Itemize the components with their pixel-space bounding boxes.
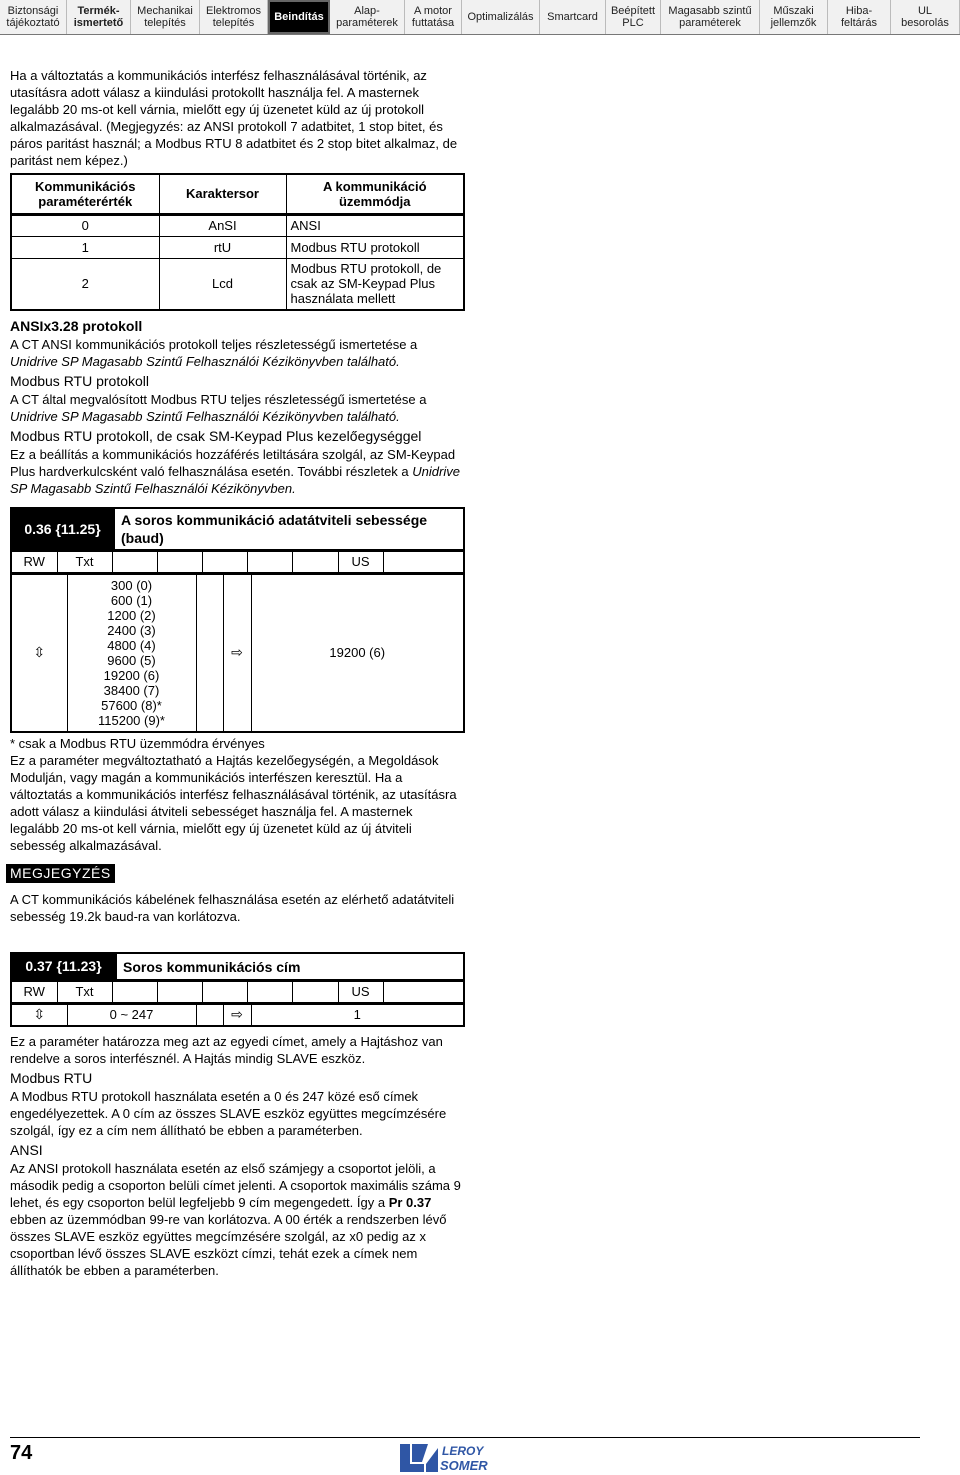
leroy-somer-logo	[398, 1440, 490, 1474]
section-heading: Modbus RTU protokoll	[10, 373, 150, 389]
section-text	[10, 391, 465, 425]
nav-tab[interactable]: Mechanikai telepítés	[131, 0, 200, 34]
nav-tab[interactable]: Biztonsági tájékoztató	[0, 0, 67, 34]
nav-tab[interactable]: Smartcard	[540, 0, 606, 34]
manual-reference: Unidrive SP Magasabb Szintű Felhasználói Kézikönyvben található.	[10, 354, 400, 369]
attribute-cell	[112, 552, 157, 573]
table-cell: 2	[11, 258, 159, 310]
range-option: 38400 (7)	[103, 682, 160, 698]
range-option: 600 (1)	[110, 592, 153, 608]
section-text: A Modbus RTU protokoll használata esetén a 0 és 247 közé eső címek engedélyezettek. A 0 cím az összes SLAVE eszköz együttes megcímzésére szolgál, így ez a cím nem állítható be ebben a paraméterben.	[10, 1089, 447, 1138]
nav-tab[interactable]: UL besorolás	[891, 0, 960, 34]
nav-tab[interactable]: Beépített PLC	[606, 0, 661, 34]
table-header-cell: Karaktersor	[159, 174, 286, 214]
attribute-cell: Txt	[57, 552, 112, 573]
param-0-37-range	[10, 1004, 465, 1028]
range-option: 2400 (3)	[107, 622, 156, 638]
nav-tab[interactable]: Optimalizálás	[462, 0, 540, 34]
right-arrow-icon: ⇨	[231, 1006, 243, 1023]
table-header-cell: Kommunikációs paraméterérték	[11, 174, 159, 214]
nav-tab[interactable]: Elektromos telepítés	[200, 0, 268, 34]
text-span: Ez a beállítás a kommunikációs hozzáférés letiltására szolgál, az SM-Keypad Plus hardverkulcsként való felhasználása esetén. További részletek a	[10, 447, 456, 479]
param-0-36-description: Ez a paraméter megváltoztatható a Hajtás kezelőegységén, a Megoldások Modulján, vagy magán a kommunikációs interfészen keresztül. Ha a változtatás a kommunikációs interfész felhasználásával történik, az utasításra adott válasz a kiindulási átviteli sebességet használja fel. A masternek legalább 20 ms-ot kell várnia, mielőtt egy új üzenetet küld az új átviteli sebesség alkalmazásával.	[10, 753, 457, 853]
table-cell: rtU	[159, 236, 286, 258]
table-cell: ANSI	[286, 214, 464, 236]
param-0-36-attributes	[10, 551, 465, 574]
range-row	[11, 574, 464, 732]
range-option: 115200 (9)*	[98, 712, 165, 728]
param-number: 0.36 {11.25}	[10, 507, 115, 551]
range-row	[11, 1004, 464, 1026]
attribute-cell	[247, 552, 292, 573]
table-cell: Lcd	[159, 258, 286, 310]
range-option: 4800 (4)	[107, 637, 156, 653]
range-option: 57600 (8)*	[101, 697, 162, 713]
range-option: 19200 (6)	[103, 667, 160, 683]
attribute-cell: US	[338, 552, 383, 573]
table-cell: 0	[11, 214, 159, 236]
range-option: 300 (0)	[110, 577, 153, 593]
footer-divider	[10, 1437, 920, 1438]
range-value: 0 ~ 247	[67, 1004, 196, 1026]
table-cell: Modbus RTU protokoll	[286, 236, 464, 258]
range-option: 9600 (5)	[107, 652, 156, 668]
attribute-cell: RW	[11, 552, 57, 573]
section-heading: Modbus RTU protokoll, de csak SM-Keypad Plus kezelőegységgel	[10, 428, 422, 444]
table-row	[11, 236, 464, 258]
nav-tab[interactable]: Alap- paraméterek	[330, 0, 405, 34]
section-heading: ANSI	[10, 1142, 43, 1158]
up-down-arrow-icon: ⇳	[33, 1006, 46, 1023]
table-row	[11, 214, 464, 236]
right-arrow-icon: ⇨	[231, 644, 243, 661]
manual-reference: Unidrive SP Magasabb Szintű Felhasználói Kézikönyvben.	[10, 464, 460, 496]
range-option: 1200 (2)	[107, 607, 156, 623]
nav-tab[interactable]: Beindítás	[268, 0, 330, 34]
table-header-cell: A kommunikáció üzemmódja	[286, 174, 464, 214]
attribute-cell: RW	[11, 982, 57, 1003]
top-navigation	[0, 0, 960, 35]
text-span: Az ANSI protokoll használata esetén az első számjegy a csoportot jelöli, a második pedig a csoporton belüli címet jelenti. A csoportok maximális száma 9 lehet, és egy csoporton belül legfeljebb 9 cím megengedett. Így a	[10, 1161, 461, 1210]
attribute-cell	[202, 552, 247, 573]
attribute-cell: US	[338, 982, 383, 1003]
footnote: * csak a Modbus RTU üzemmódra érvényes	[10, 736, 265, 751]
attribute-cell	[247, 982, 292, 1003]
intro-paragraph: Ha a változtatás a kommunikációs interfész felhasználásával történik, az utasításra adott válasz a kiindulási protokollt használja fel. A masternek legalább 20 ms-ot kell várnia, mielőtt egy új üzenetet küld az új protokoll alkalmazásával. (Megjegyzés: az ANSI protokoll 7 adatbitet, 1 stop bitet, és páros paritást használ; a Modbus RTU 8 adatbitet és 2 stop bitet alkalmaz, de paritást nem képez.)	[10, 68, 458, 168]
note-text: A CT kommunikációs kábelének felhasználása esetén az elérhető adatátviteli sebesség 19.2k baud-ra van korlátozva.	[10, 892, 455, 924]
text-span: ebben az üzemmódban 99-re van korlátozva. A 00 érték a rendszerben lévő összes SLAVE eszköz együttes megcímzésére szolgál, az x0 pedig az x csoportban lévő összes SLAVE eszközt címzi, tehát ezek a címek nem állíthatók be ebben a paraméterben.	[10, 1212, 447, 1278]
logo-line1: LEROY	[442, 1444, 484, 1458]
attribute-cell	[383, 552, 464, 573]
attribute-row	[11, 552, 464, 573]
section-text	[10, 336, 465, 370]
attribute-cell	[157, 552, 202, 573]
param-name: A soros kommunikáció adatátviteli sebessége (baud)	[115, 507, 465, 551]
attribute-cell	[202, 982, 247, 1003]
range-values	[67, 574, 196, 732]
default-icon	[223, 574, 251, 732]
attribute-cell: Txt	[57, 982, 112, 1003]
param-0-36-range	[10, 574, 465, 734]
attribute-cell	[383, 982, 464, 1003]
param-0-37-description: Ez a paraméter határozza meg azt az egyedi címet, amely a Hajtáshoz van rendelve a soros interfésznél. A Hajtás mindig SLAVE eszköz.	[10, 1034, 443, 1066]
attribute-cell	[292, 982, 338, 1003]
comm-modes-table	[10, 173, 465, 311]
attribute-cell	[292, 552, 338, 573]
logo-line2: SOMER	[440, 1458, 488, 1473]
spacer-cell	[196, 1004, 223, 1026]
table-row	[11, 258, 464, 310]
param-0-37-attributes	[10, 981, 465, 1004]
param-number: 0.37 {11.23}	[10, 952, 117, 981]
param-0-36-title	[10, 507, 465, 551]
note-label: MEGJEGYZÉS	[6, 864, 115, 883]
table-cell: 1	[11, 236, 159, 258]
range-icon	[11, 574, 67, 732]
default-icon	[223, 1004, 251, 1026]
nav-tab[interactable]: Magasabb szintű paraméterek	[661, 0, 760, 34]
default-value: 19200 (6)	[251, 574, 464, 732]
default-value: 1	[251, 1004, 464, 1026]
section-heading: ANSIx3.28 protokoll	[10, 318, 143, 334]
nav-tab[interactable]: Hiba- feltárás	[828, 0, 891, 34]
text-span: A CT által megvalósított Modbus RTU teljes részletességű ismertetése a	[10, 392, 427, 407]
range-icon	[11, 1004, 67, 1026]
section-text	[10, 446, 465, 497]
param-0-37-title	[10, 952, 465, 981]
nav-tab[interactable]: A motor futtatása	[405, 0, 462, 34]
section-text	[10, 1160, 465, 1279]
text-span: A CT ANSI kommunikációs protokoll teljes részletességű ismertetése a	[10, 337, 418, 352]
up-down-arrow-icon: ⇳	[33, 644, 46, 661]
attribute-cell	[112, 982, 157, 1003]
attribute-cell	[157, 982, 202, 1003]
table-cell: AnSI	[159, 214, 286, 236]
page-content	[10, 67, 465, 1279]
param-reference: Pr 0.37	[388, 1195, 432, 1210]
table-cell: Modbus RTU protokoll, de csak az SM-Keypad Plus használata mellett	[286, 258, 464, 310]
table-header-row	[11, 174, 464, 214]
section-heading: Modbus RTU	[10, 1070, 93, 1086]
param-name: Soros kommunikációs cím	[117, 952, 465, 981]
page-number: 74	[10, 1442, 33, 1464]
manual-reference: Unidrive SP Magasabb Szintű Felhasználói Kézikönyvben található.	[10, 409, 400, 424]
nav-tab[interactable]: Termék- ismertető	[67, 0, 131, 34]
spacer-cell	[196, 574, 223, 732]
attribute-row	[11, 982, 464, 1003]
nav-tab[interactable]: Műszaki jellemzők	[760, 0, 828, 34]
